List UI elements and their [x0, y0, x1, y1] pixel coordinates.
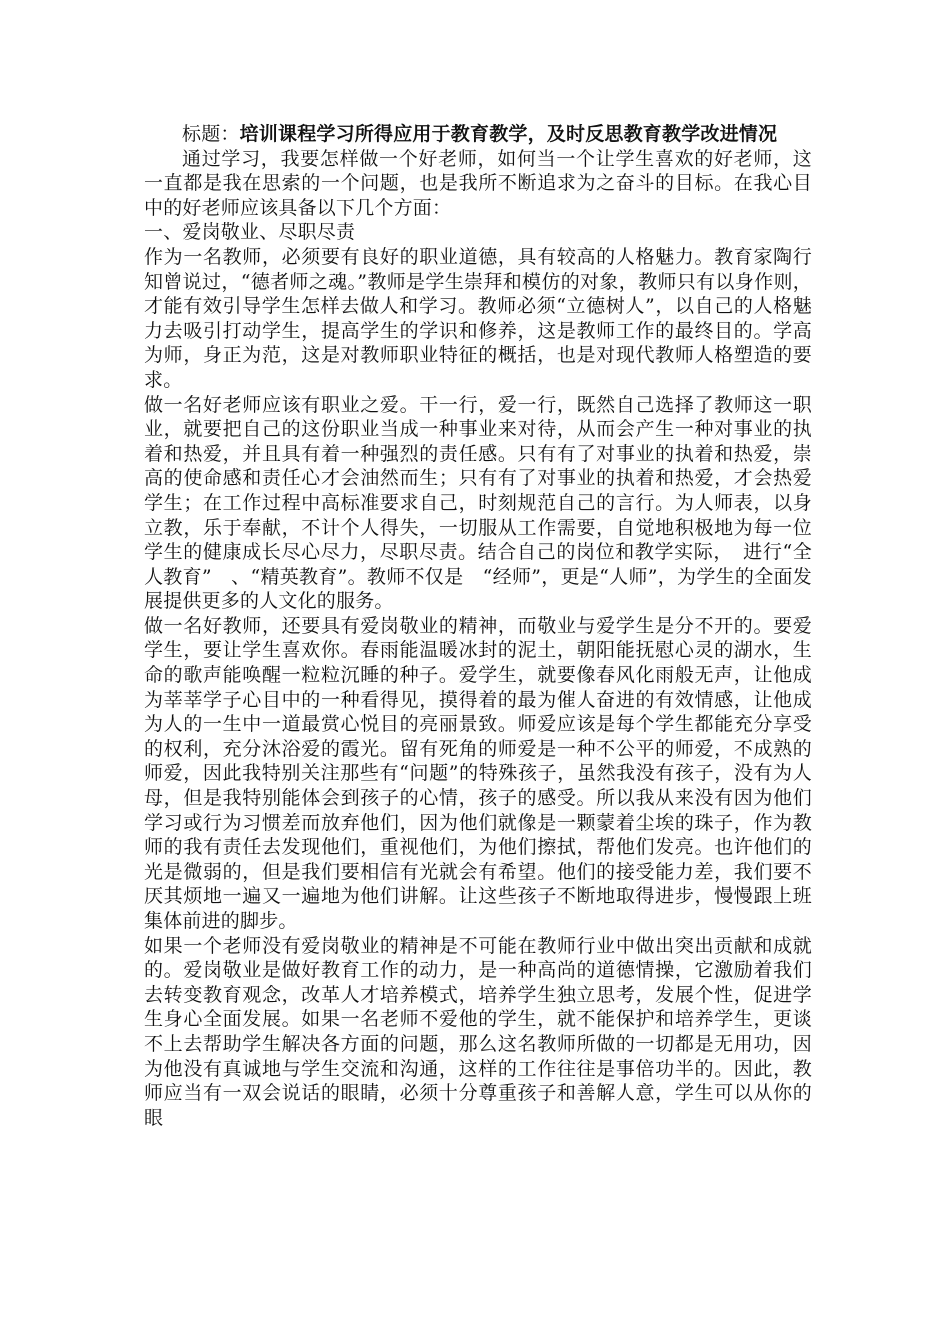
- body-paragraph: 如果一个老师没有爱岗敬业的精神是不可能在教师行业中做出突出贡献和成就的。爱岗敬业是做好教育工作的动力，是一种高尚的道德情操，它激励着我们去转变教育观念，改革人才培养模式，培养学生独立思考，发展个性，促进学生身心全面发展。如果一名老师不爱他的学生，就不能保护和培养学生，更谈不上去帮助学生解决各方面的问题，那么这名教师所做的一切都是无用功，因为他没有真诚地与学生交流和沟通，这样的工作往往是事倍功半的。因此，教师应当有一双会说话的眼睛，必须十分尊重孩子和善解人意，学生可以从你的眼: [144, 934, 812, 1129]
- document-title: [144, 122, 812, 147]
- section-heading: 一、爱岗敬业、尽职尽责: [144, 221, 356, 244]
- body-paragraph: 做一名好老师应该有职业之爱。干一行，爱一行，既然自己选择了教师这一职业，就要把自己的这份职业当成一种事业来对待，从而会产生一种对事业的执着和热爱，并且具有着一种强烈的责任感。只有有了对事业的执着和热爱，崇高的使命感和责任心才会油然而生；只有有了对事业的执着和热爱，才会热爱学生；在工作过程中高标准要求自己，时刻规范自己的言行。为人师表，以身立教，乐于奉献，不计个人得失，一切服从工作需要，自觉地积极地为每一位学生的健康成长尽心尽力，尽职尽责。结合自己的岗位和教学实际， 进行“全人教育” 、“精英教育”。教师不仅是 “经师”，更是“人师”，为学生的全面发展提供更多的人文化的服务。: [144, 393, 812, 613]
- title-main: 培训课程学习所得应用于教育教学，及时反思教育教学改进情况: [239, 123, 778, 145]
- title-prefix: 标题：: [182, 123, 240, 145]
- body-paragraph: 做一名好教师，还要具有爱岗敬业的精神，而敬业与爱学生是分不开的。要爱学生，要让学生喜欢你。春雨能温暖冰封的泥土，朝阳能抚慰心灵的湖水，生命的歌声能唤醒一粒粒沉睡的种子。爱学生，就要像春风化雨般无声，让他成为莘莘学子心目中的一种看得见，摸得着的最为催人奋进的有效情感，让他成为人的一生中一道最赏心悦目的亮丽景致。师爱应该是每个学生都能充分享受的权利，充分沐浴爱的霞光。留有死角的师爱是一种不公平的师爱，不成熟的师爱，因此我特别关注那些有“问题”的特殊孩子，虽然我没有孩子，没有为人母，但是我特别能体会到孩子的心情，孩子的感受。所以我从来没有因为他们学习或行为习惯差而放弃他们，因为他们就像是一颗蒙着尘埃的珠子，作为教师的我有责任去发现他们，重视他们，为他们擦拭，帮他们发亮。也许他们的光是微弱的，但是我们要相信有光就会有希望。他们的接受能力差，我们要不厌其烦地一遍又一遍地为他们讲解。让这些孩子不断地取得进步，慢慢跟上班集体前进的脚步。: [144, 614, 812, 932]
- intro-paragraph: 通过学习，我要怎样做一个好老师，如何当一个让学生喜欢的好老师，这一直都是我在思索的一个问题，也是我所不断追求为之奋斗的目标。在我心目中的好老师应该具备以下几个方面：: [144, 147, 812, 219]
- document-page: [144, 122, 812, 1130]
- body-paragraph: 作为一名教师，必须要有良好的职业道德，具有较高的人格魅力。教育家陶行知曾说过，“德者师之魂。”教师是学生崇拜和模仿的对象，教师只有以身作则，才能有效引导学生怎样去做人和学习。教师必须“立德树人”，以自己的人格魅力去吸引打动学生，提高学生的学识和修养，这是教师工作的最终目的。学高为师，身正为范，这是对教师职业特征的概括，也是对现代教师人格塑造的要求。: [144, 245, 812, 391]
